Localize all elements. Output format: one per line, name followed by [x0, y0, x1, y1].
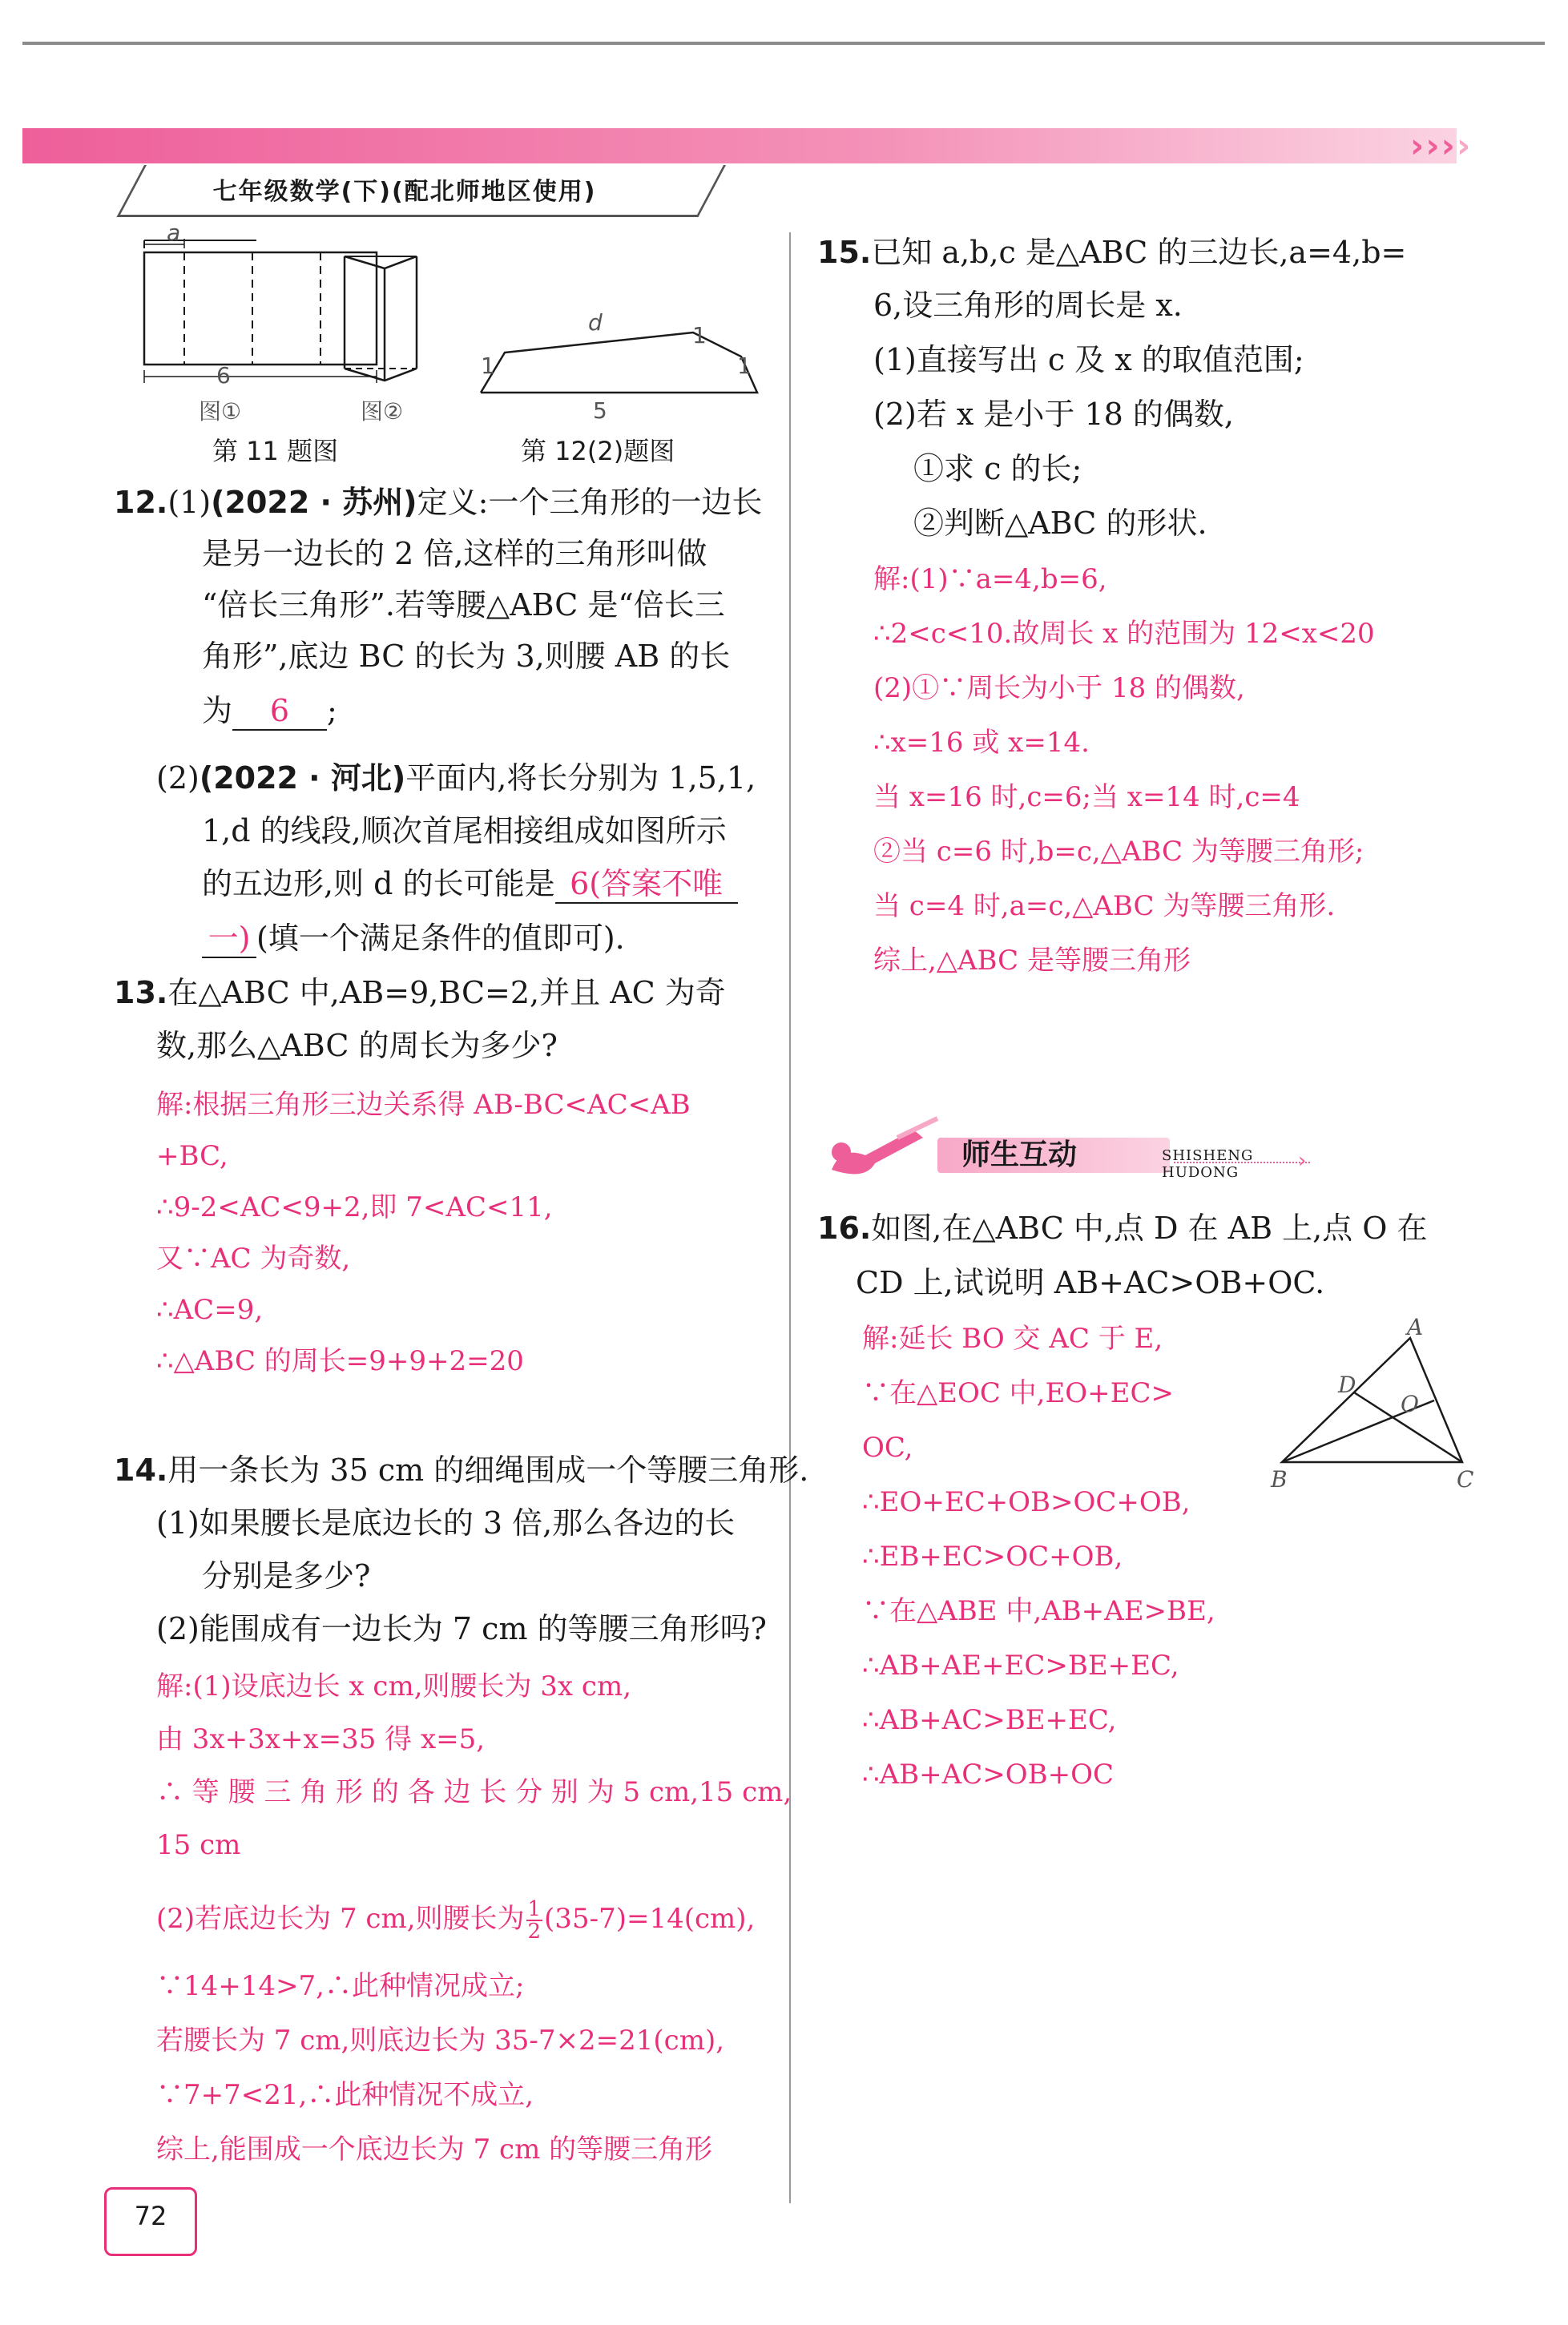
fig12-one-top-label: 1 [692, 322, 707, 349]
q15-line-2: 6,设三角形的周长是 x. [873, 288, 1183, 323]
fraction-one-half: $\frac{1}{2}$ [527, 1897, 542, 1944]
section-dotted-line [1174, 1162, 1310, 1163]
section-banner-teacher-student [817, 1114, 1314, 1186]
page-number: 72 [134, 2201, 167, 2231]
q15-answer-8: 综上,△ABC 是等腰三角形 [873, 945, 1191, 977]
q13-answer-5: ∴AC=9, [156, 1294, 264, 1326]
q13-answer-4: 又∵AC 为奇数, [156, 1243, 351, 1275]
q12-line-3: “倍长三角形”.若等腰△ABC 是“倍长三 [202, 587, 725, 623]
q15-answer-2: ∴2<c<10.故周长 x 的范围为 12<x<20 [873, 618, 1375, 650]
q14-line-3: 分别是多少? [202, 1558, 371, 1594]
q13-line-2: 数,那么△ABC 的周长为多少? [156, 1028, 558, 1063]
fig16-label-c: C [1457, 1466, 1474, 1493]
chevron-arrows-icon: › › › › [1410, 126, 1471, 165]
column-divider [789, 232, 791, 2203]
fig16-label-d: D [1338, 1372, 1356, 1398]
q16-line-1: 16.如图,在△ABC 中,点 D 在 AB 上,点 O 在 [817, 1211, 1428, 1246]
q15-line-3: (1)直接写出 c 及 x 的取值范围; [873, 342, 1304, 377]
q13-answer-2: +BC, [156, 1140, 228, 1172]
figure-11 [136, 216, 489, 401]
q14-answer-9: 综上,能围成一个底边长为 7 cm 的等腰三角形 [156, 2134, 713, 2166]
fig12-caption: 第 12(2)题图 [521, 436, 675, 466]
q14-answer-7: 若腰长为 7 cm,则底边长为 35-7×2=21(cm), [156, 2025, 725, 2057]
q15-answer-4: ∴x=16 或 x=14. [873, 727, 1090, 759]
fig11-a-label: a [167, 220, 181, 246]
book-title: 七年级数学(下)(配北师地区使用) [212, 178, 597, 206]
fig16-label-a: A [1407, 1314, 1424, 1340]
section-chevron-icon: › [1298, 1149, 1307, 1173]
q14-line-4: (2)能围成有一边长为 7 cm 的等腰三角形吗? [156, 1611, 767, 1646]
section-title: 师生互动 [961, 1138, 1078, 1171]
q14-answer-2: 由 3x+3x+x=35 得 x=5, [156, 1723, 486, 1755]
q12-line-2: 是另一边长的 2 倍,这样的三角形叫做 [202, 536, 707, 571]
fig12-one-right-label: 1 [737, 353, 752, 379]
q16-line-2: CD 上,试说明 AB+AC>OB+OC. [856, 1265, 1325, 1300]
q12-answer-blank-1: 6 [232, 692, 327, 731]
q16-answer-1: 解:延长 BO 交 AC 于 E, [862, 1323, 1163, 1355]
page-number-box [104, 2187, 197, 2256]
q14-answer-8: ∵7+7<21,∴此种情况不成立, [156, 2079, 534, 2111]
q16-answer-9: ∴AB+AC>OB+OC [862, 1759, 1114, 1791]
fig12-one-left-label: 1 [481, 353, 495, 379]
q13-answer-6: ∴△ABC 的周长=9+9+2=20 [156, 1345, 524, 1377]
top-rule [22, 42, 1545, 45]
fig11-caption: 第 11 题图 [212, 436, 339, 466]
figure-12-pentagon [473, 312, 769, 401]
q15-line-4: (2)若 x 是小于 18 的偶数, [873, 397, 1235, 432]
q14-answer-4: 15 cm [156, 1829, 241, 1861]
fig16-label-o: O [1401, 1391, 1419, 1417]
q15-line-5: ①求 c 的长; [913, 451, 1082, 486]
q12-line-5: 为 6 ; [202, 692, 337, 731]
section-subtitle: SHISHENG HUDONG [1162, 1147, 1254, 1181]
q14-answer-3: ∴ 等 腰 三 角 形 的 各 边 长 分 别 为 5 cm,15 cm, [156, 1776, 792, 1808]
figure-16-triangle [1266, 1314, 1490, 1490]
q16-answer-7: ∴AB+AE+EC>BE+EC, [862, 1650, 1179, 1682]
q12-answer-blank-2: 6(答案不唯 [555, 865, 738, 904]
q14-line-1: 14.用一条长为 35 cm 的细绳围成一个等腰三角形. [114, 1453, 809, 1488]
q12-answer-blank-2-cont: 一) [202, 920, 256, 958]
q16-answer-3: OC, [862, 1432, 913, 1464]
q15-answer-3: (2)①∵周长为小于 18 的偶数, [873, 672, 1245, 704]
q16-answer-5: ∴EB+EC>OC+OB, [862, 1541, 1123, 1573]
fig16-label-b: B [1271, 1466, 1288, 1493]
q12-line-1: 12.(1)(2022 · 苏州)定义:一个三角形的一边长 [114, 485, 763, 520]
q15-answer-7: 当 c=4 时,a=c,△ABC 为等腰三角形. [873, 890, 1336, 922]
fig11-fig1-label: 图① [199, 398, 242, 425]
q12-line-6: (2)(2022 · 河北)平面内,将长分别为 1,5,1, [156, 760, 756, 796]
q16-answer-8: ∴AB+AC>BE+EC, [862, 1704, 1117, 1736]
q15-answer-5: 当 x=16 时,c=6;当 x=14 时,c=4 [873, 781, 1300, 813]
header-banner [22, 128, 1457, 163]
pen-hand-icon [817, 1114, 945, 1186]
q12-line-8: 的五边形,则 d 的长可能是 6(答案不唯 [202, 865, 738, 904]
q14-answer-6: ∵14+14>7,∴此种情况成立; [156, 1970, 525, 2002]
q16-answer-4: ∴EO+EC+OB>OC+OB, [862, 1486, 1191, 1518]
q15-answer-1: 解:(1)∵a=4,b=6, [873, 563, 1107, 595]
q14-answer-1: 解:(1)设底边长 x cm,则腰长为 3x cm, [156, 1670, 632, 1702]
q12-line-9: 一) (填一个满足条件的值即可). [202, 920, 625, 958]
q16-answer-6: ∵在△ABE 中,AB+AE>BE, [862, 1595, 1215, 1627]
q13-line-1: 13.在△ABC 中,AB=9,BC=2,并且 AC 为奇 [114, 975, 726, 1010]
fig12-five-label: 5 [593, 397, 607, 424]
q15-line-1: 15.已知 a,b,c 是△ABC 的三边长,a=4,b= [817, 235, 1407, 270]
figure-11-prism [337, 240, 433, 385]
q13-answer-1: 解:根据三角形三边关系得 AB-BC<AC<AB [156, 1089, 691, 1121]
q12-line-7: 1,d 的线段,顺次首尾相接组成如图所示 [202, 813, 727, 848]
q14-answer-5: (2)若底边长为 7 cm,则腰长为 $\frac{1}{2}$ (35-7)=14(cm), [156, 1897, 756, 1944]
q15-answer-6: ②当 c=6 时,b=c,△ABC 为等腰三角形; [873, 836, 1364, 868]
fig11-fig2-label: 图② [361, 398, 404, 425]
q12-line-4: 角形”,底边 BC 的长为 3,则腰 AB 的长 [202, 639, 731, 674]
fig12-d-label: d [588, 309, 603, 336]
q16-answer-2: ∵在△EOC 中,EO+EC> [862, 1377, 1174, 1409]
q15-line-6: ②判断△ABC 的形状. [913, 506, 1207, 541]
q14-line-2: (1)如果腰长是底边长的 3 倍,那么各边的长 [156, 1505, 736, 1541]
q13-answer-3: ∴9-2<AC<9+2,即 7<AC<11, [156, 1191, 553, 1223]
fig11-six-label: 6 [216, 362, 231, 389]
